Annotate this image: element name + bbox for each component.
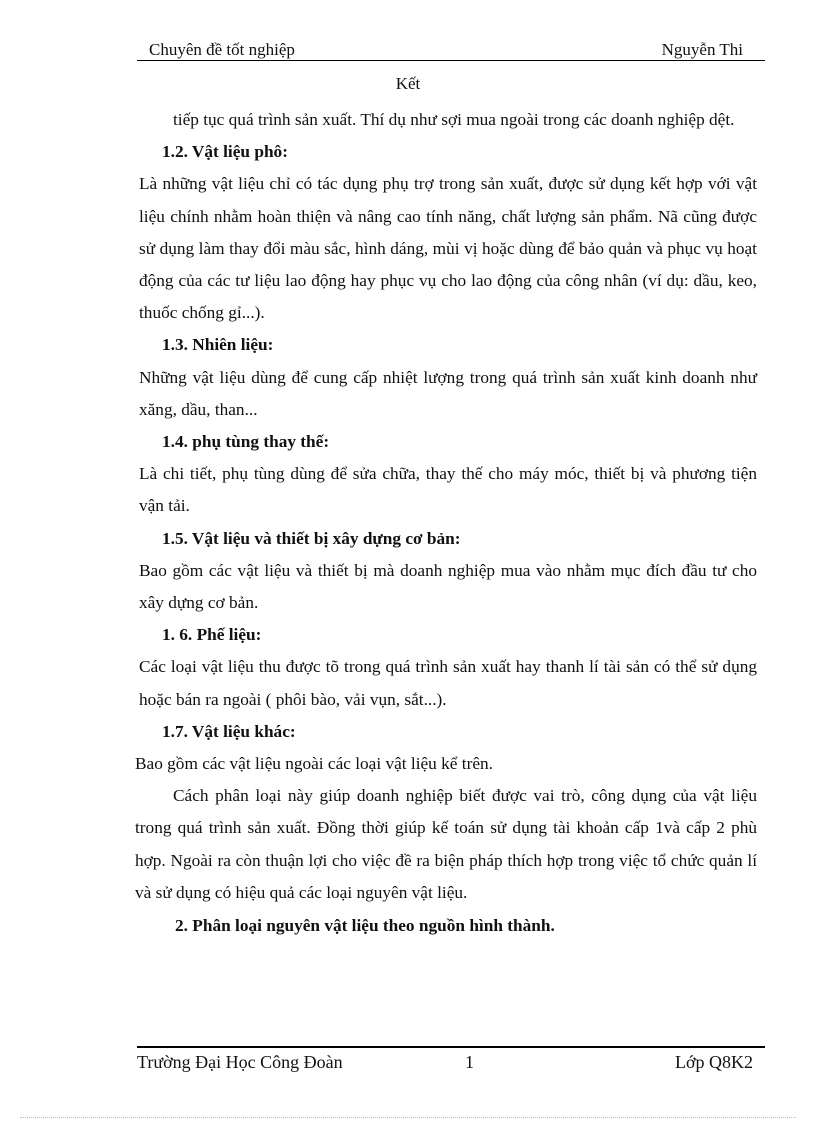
page-footer bbox=[137, 1046, 765, 1078]
section-heading: 2. Phân loại nguyên vật liệu theo nguồn hình thành. bbox=[175, 916, 555, 936]
section-heading: 1.4. phụ tùng thay thế: bbox=[162, 432, 330, 452]
section-heading: 1. 6. Phế liệu: bbox=[162, 625, 262, 645]
paragraph: Bao gồm các vật liệu và thiết bị mà doanh nghiệp mua vào nhằm mục đích đầu tư cho xây dựng cơ bản. bbox=[139, 560, 757, 613]
paragraph: Những vật liệu dùng để cung cấp nhiệt lượng trong quá trình sản xuất kinh doanh như xăng, dầu, than... bbox=[139, 367, 757, 419]
paragraph: Bao gồm các vật liệu ngoài các loại vật liệu kể trên. bbox=[135, 754, 493, 774]
paragraph: Cách phân loại này giúp doanh nghiệp biết được vai trò, công dụng của vật liệu trong quá trình sản xuất. Đồng thời giúp kế toán sử dụng tài khoản cấp 1và cấp 2 phù hợp. Ngoài ra còn thuận lợi cho việc đề ra biện pháp thích hợp trong việc tổ chức quản lí và sử dụng có hiệu quả các loại nguyên vật liệu. bbox=[135, 786, 757, 902]
section-heading: 1.3. Nhiên liệu: bbox=[162, 335, 274, 355]
section-heading: 1.5. Vật liệu và thiết bị xây dựng cơ bản: bbox=[162, 528, 461, 548]
header-title: Chuyên đề tốt nghiệp bbox=[149, 40, 295, 59]
document-body bbox=[135, 104, 757, 942]
paragraph: tiếp tục quá trình sản xuất. Thí dụ như sợi mua ngoài trong các doanh nghiệp dệt. bbox=[173, 110, 735, 129]
section-heading: 1.2. Vật liệu phô: bbox=[162, 142, 288, 162]
paragraph: Là những vật liệu chỉ có tác dụng phụ trợ trong sản xuất, được sử dụng kết hợp với vật liệu chính nhằm hoàn thiện và nâng cao tính năng, chất lượng sản phẩm. Nã cũng được sử dụng làm thay đổi màu sắc, hình dáng, mùi vị hoặc dùng để bảo quản và phục vụ hoạt động của các tư liệu lao động hay phục vụ cho lao động của công nhân (ví dụ: dầu, keo, thuốc chống gỉ...). bbox=[139, 174, 757, 323]
paragraph: Là chi tiết, phụ tùng dùng để sửa chữa, thay thế cho máy móc, thiết bị và phương tiện vận tải. bbox=[139, 464, 757, 516]
page-number: 1 bbox=[465, 1052, 474, 1072]
paragraph: Các loại vật liệu thu được tõ trong quá trình sản xuất hay thanh lí tài sản có thể sử dụng hoặc bán ra ngoài ( phôi bào, vải vụn, sắt...). bbox=[139, 657, 757, 709]
page-bottom-divider bbox=[20, 1117, 796, 1118]
section-heading: 1.7. Vật liệu khác: bbox=[162, 721, 296, 741]
top-word: Kết bbox=[395, 74, 421, 93]
header-author: Nguyễn Thi bbox=[661, 40, 743, 59]
footer-school: Trường Đại Học Công Đoàn bbox=[137, 1052, 343, 1072]
footer-class: Lớp Q8K2 bbox=[674, 1052, 753, 1072]
page-header bbox=[137, 38, 765, 61]
